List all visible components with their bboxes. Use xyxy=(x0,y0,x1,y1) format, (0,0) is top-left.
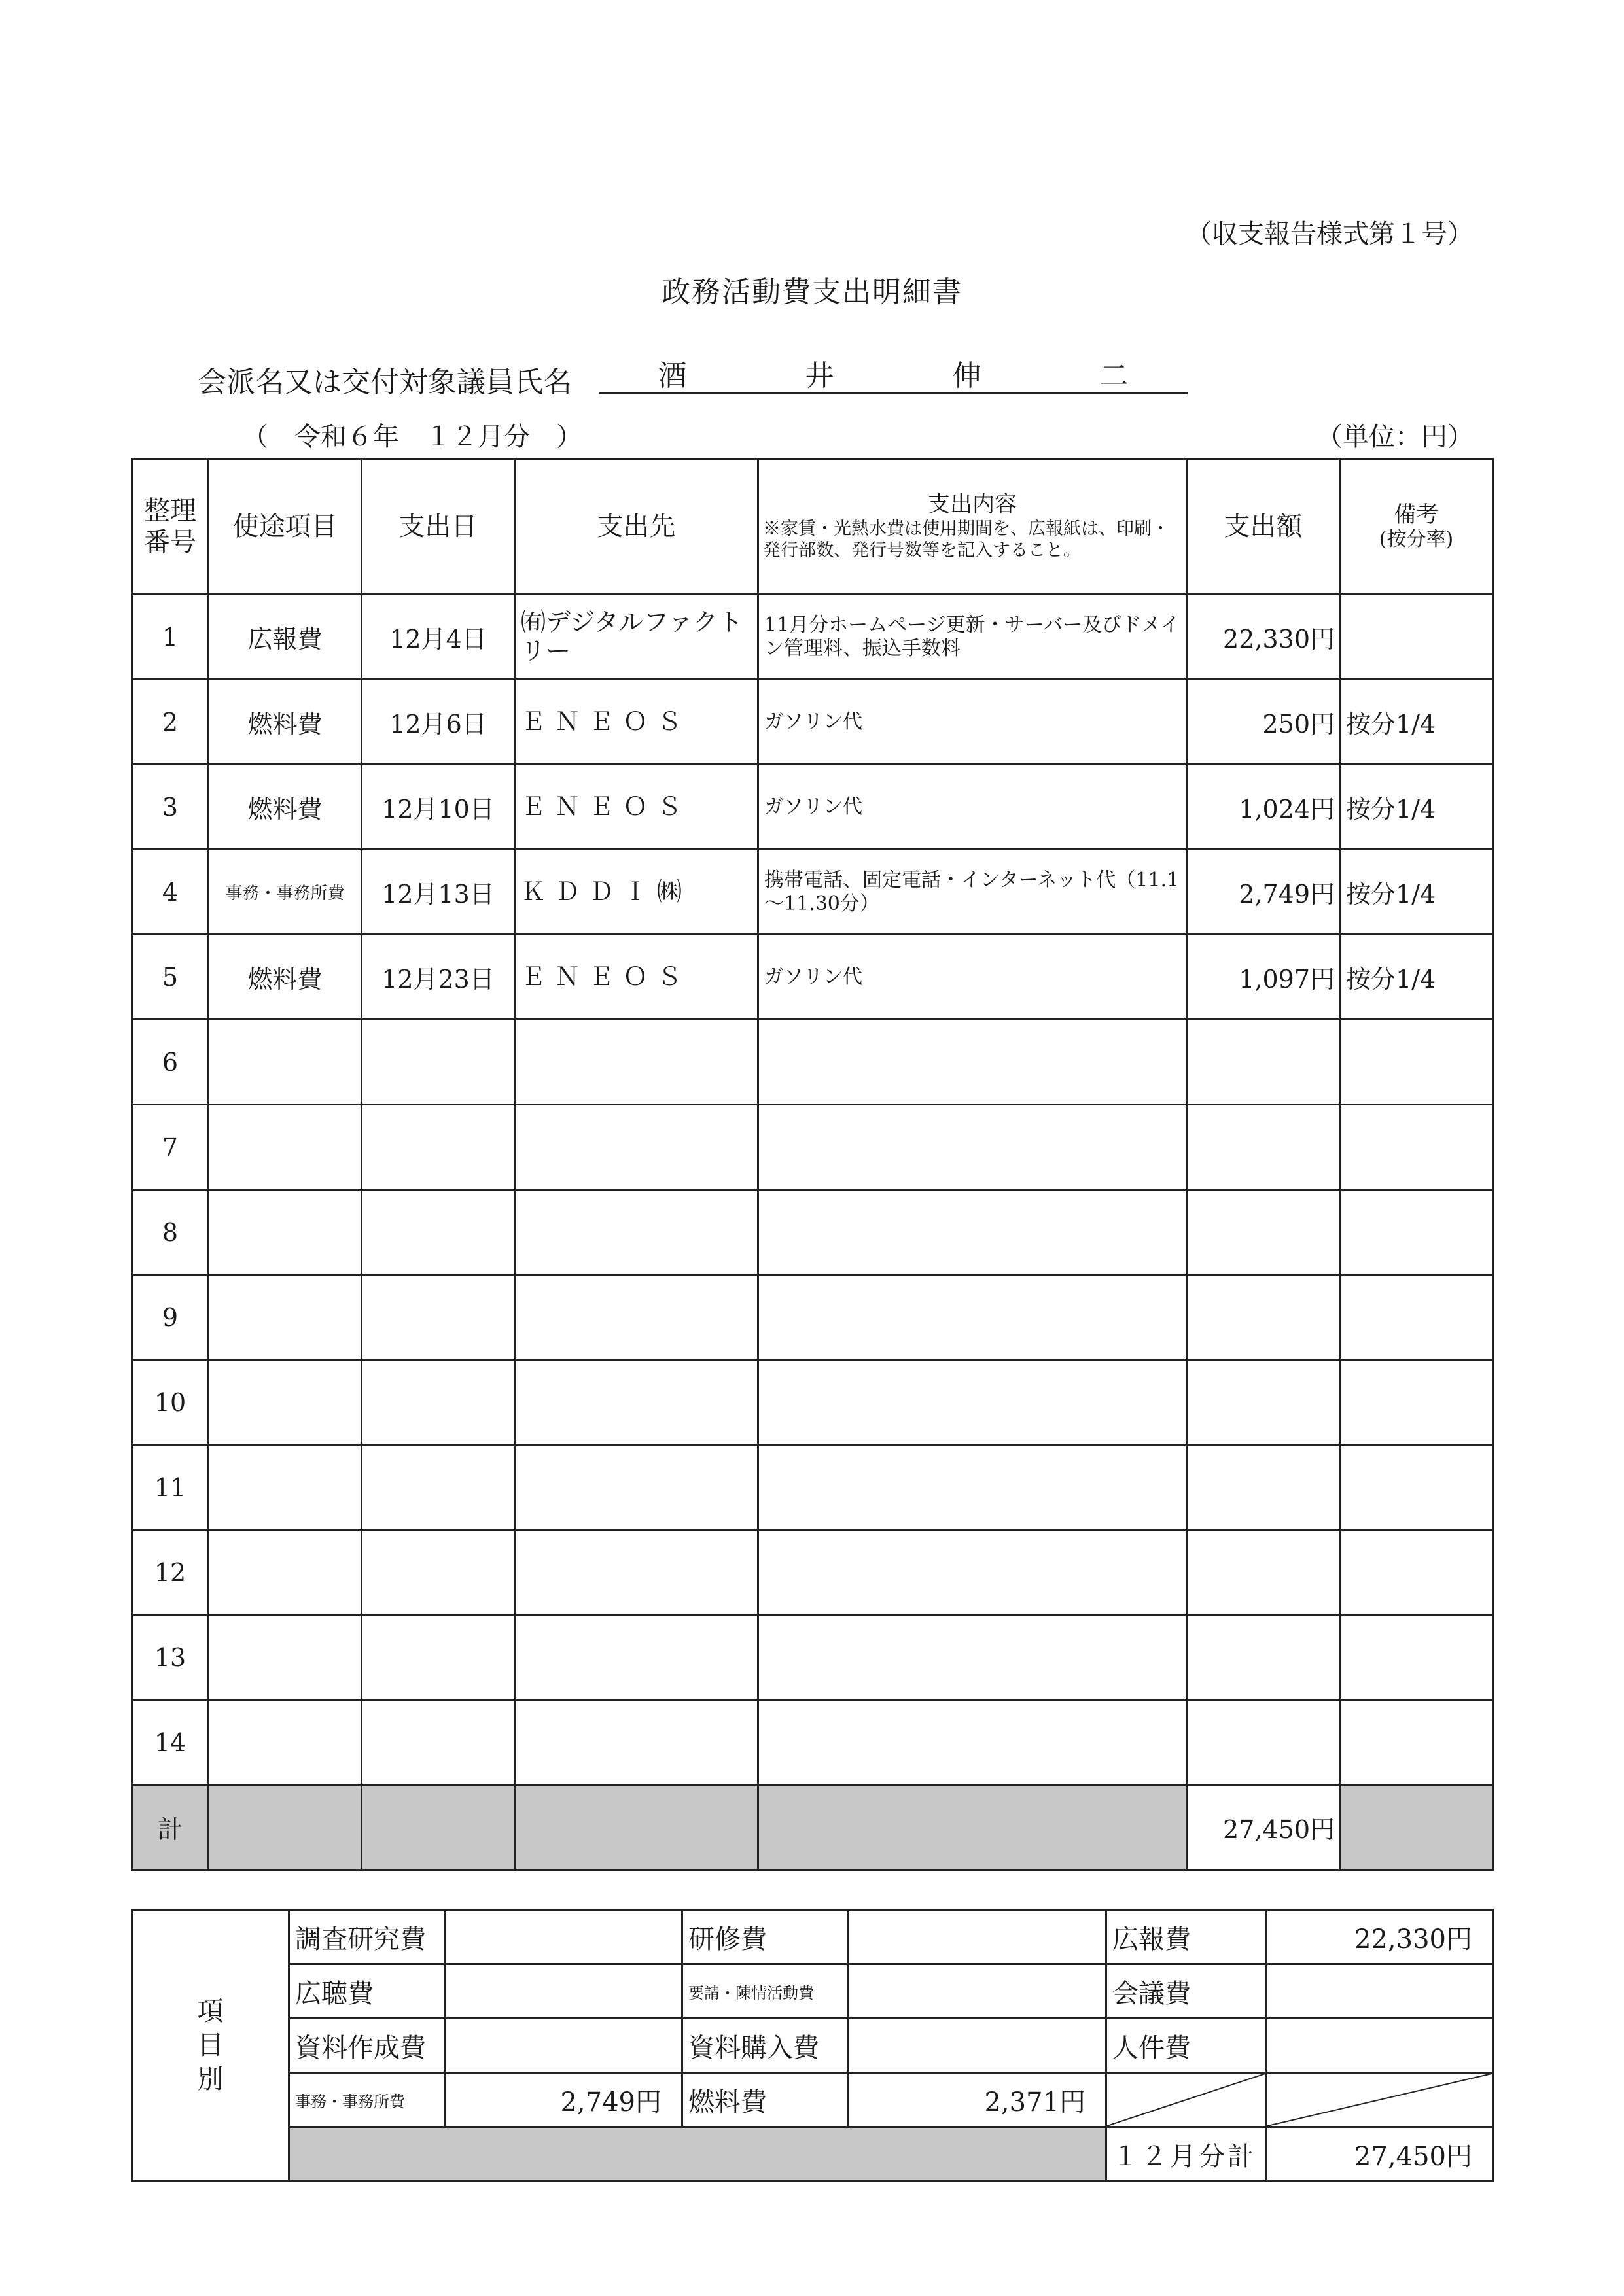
row-number: 14 xyxy=(132,1700,209,1785)
header-content-note: ※家賃・光熱水費は使用期間を、広報紙は、印刷・発行部数、発行号数等を記入すること。 xyxy=(763,518,1169,561)
summary-label: 広聴費 xyxy=(289,1964,445,2019)
total-amount: 27,450円 xyxy=(1187,1785,1340,1870)
row-date xyxy=(362,1615,515,1700)
row-amount xyxy=(1187,1360,1340,1445)
summary-value xyxy=(445,1964,682,2019)
row-amount: 2,749円 xyxy=(1187,850,1340,935)
name-char: 酒 xyxy=(658,359,687,392)
total-label: 計 xyxy=(132,1785,209,1870)
row-note xyxy=(1340,1360,1493,1445)
row-use xyxy=(209,1190,362,1275)
header-use: 使途項目 xyxy=(209,459,362,595)
row-content xyxy=(758,1020,1187,1105)
row-use: 燃料費 xyxy=(209,765,362,850)
row-date xyxy=(362,1190,515,1275)
axis-char: 別 xyxy=(197,2064,224,2095)
summary-label: 研修費 xyxy=(682,1910,848,1964)
row-amount: 1,097円 xyxy=(1187,935,1340,1020)
row-note: 按分1/4 xyxy=(1340,850,1493,935)
header-number-line2: 番号 xyxy=(144,527,196,557)
row-use xyxy=(209,1020,362,1105)
row-amount xyxy=(1187,1445,1340,1530)
row-payee xyxy=(515,1530,758,1615)
table-row xyxy=(132,935,1493,1020)
row-payee xyxy=(515,1360,758,1445)
summary-label: 人件費 xyxy=(1106,2019,1267,2073)
row-date xyxy=(362,1445,515,1530)
row-number: 12 xyxy=(132,1530,209,1615)
header-note xyxy=(1340,459,1493,595)
table-row xyxy=(132,1190,1493,1275)
row-number: 9 xyxy=(132,1275,209,1360)
summary-label: 会議費 xyxy=(1106,1964,1267,2019)
row-use xyxy=(209,1360,362,1445)
row-date xyxy=(362,1700,515,1785)
row-payee: ＫＤＤＩ㈱ xyxy=(515,850,758,935)
row-date: 12月13日 xyxy=(362,850,515,935)
form-number: （収支報告様式第１号） xyxy=(1186,219,1474,249)
summary-label: 資料購入費 xyxy=(682,2019,848,2073)
row-amount xyxy=(1187,1700,1340,1785)
total-blank xyxy=(1340,1785,1493,1870)
table-header-row xyxy=(132,459,1493,595)
row-use: 燃料費 xyxy=(209,935,362,1020)
row-date: 12月6日 xyxy=(362,680,515,765)
expense-detail-table xyxy=(131,458,1494,1871)
row-amount: 1,024円 xyxy=(1187,765,1340,850)
summary-value xyxy=(1267,2019,1493,2073)
month-total-label: １２月分計 xyxy=(1106,2127,1267,2182)
table-row xyxy=(132,1105,1493,1190)
row-number: 13 xyxy=(132,1615,209,1700)
row-number: 1 xyxy=(132,595,209,680)
row-payee: ＥＮＥＯＳ xyxy=(515,765,758,850)
summary-label: 要請・陳情活動費 xyxy=(682,1964,848,2019)
row-payee xyxy=(515,1275,758,1360)
axis-char: 目 xyxy=(197,2030,224,2061)
table-row xyxy=(132,1615,1493,1700)
row-note xyxy=(1340,1020,1493,1105)
row-use xyxy=(209,1445,362,1530)
row-note xyxy=(1340,1275,1493,1360)
summary-value: 2,749円 xyxy=(445,2073,682,2127)
row-content: ガソリン代 xyxy=(758,680,1187,765)
row-number: 6 xyxy=(132,1020,209,1105)
summary-value xyxy=(445,2019,682,2073)
member-name-field xyxy=(599,353,1188,394)
row-note xyxy=(1340,1700,1493,1785)
by-category-label xyxy=(132,1910,289,2182)
row-note: 按分1/4 xyxy=(1340,680,1493,765)
row-number: 11 xyxy=(132,1445,209,1530)
row-date xyxy=(362,1530,515,1615)
row-use xyxy=(209,1530,362,1615)
row-payee xyxy=(515,1190,758,1275)
unit-label: （単位：円） xyxy=(1316,422,1474,452)
header-number-line1: 整理 xyxy=(144,496,196,526)
table-row xyxy=(132,765,1493,850)
total-blank xyxy=(362,1785,515,1870)
row-content xyxy=(758,1275,1187,1360)
row-amount xyxy=(1187,1105,1340,1190)
summary-row xyxy=(132,1910,1493,1964)
category-summary-table xyxy=(131,1909,1494,2182)
row-content xyxy=(758,1615,1187,1700)
summary-row xyxy=(132,2073,1493,2127)
row-payee xyxy=(515,1105,758,1190)
row-use: 燃料費 xyxy=(209,680,362,765)
header-note-sub: (按分率) xyxy=(1379,528,1454,551)
summary-label: 広報費 xyxy=(1106,1910,1267,1964)
summary-value xyxy=(848,1964,1106,2019)
table-row xyxy=(132,1445,1493,1530)
header-content xyxy=(758,459,1187,595)
header-date: 支出日 xyxy=(362,459,515,595)
row-number: 3 xyxy=(132,765,209,850)
row-note: 按分1/4 xyxy=(1340,935,1493,1020)
crossed-out-cell xyxy=(1106,2073,1267,2127)
diagonal-line xyxy=(1107,2074,1265,2126)
row-date xyxy=(362,1360,515,1445)
row-date: 12月4日 xyxy=(362,595,515,680)
row-content: 11月分ホームページ更新・サーバー及びドメイン管理料、振込手数料 xyxy=(758,595,1187,680)
row-use xyxy=(209,1105,362,1190)
header-note-label: 備考 xyxy=(1394,501,1439,528)
row-payee xyxy=(515,1445,758,1530)
row-payee xyxy=(515,1700,758,1785)
total-blank xyxy=(758,1785,1187,1870)
row-use xyxy=(209,1615,362,1700)
table-row xyxy=(132,680,1493,765)
summary-label: 資料作成費 xyxy=(289,2019,445,2073)
summary-value xyxy=(848,1910,1106,1964)
summary-value xyxy=(848,2019,1106,2073)
row-amount xyxy=(1187,1190,1340,1275)
row-note xyxy=(1340,1615,1493,1700)
table-row xyxy=(132,1275,1493,1360)
name-char: 伸 xyxy=(952,359,981,392)
row-number: 4 xyxy=(132,850,209,935)
crossed-out-cell xyxy=(1267,2073,1493,2127)
row-use xyxy=(209,1275,362,1360)
row-use: 広報費 xyxy=(209,595,362,680)
total-blank xyxy=(515,1785,758,1870)
row-amount xyxy=(1187,1530,1340,1615)
row-date xyxy=(362,1105,515,1190)
row-note xyxy=(1340,1105,1493,1190)
table-row xyxy=(132,1020,1493,1105)
row-content xyxy=(758,1105,1187,1190)
summary-value xyxy=(445,1910,682,1964)
month-total-value: 27,450円 xyxy=(1267,2127,1493,2182)
table-row xyxy=(132,595,1493,680)
row-content: ガソリン代 xyxy=(758,935,1187,1020)
axis-char: 項 xyxy=(197,1996,224,2026)
name-label: 会派名又は交付対象議員氏名 xyxy=(198,366,572,399)
row-content: 携帯電話、固定電話・インターネット代（11.1～11.30分） xyxy=(758,850,1187,935)
row-amount xyxy=(1187,1020,1340,1105)
row-content xyxy=(758,1360,1187,1445)
row-date xyxy=(362,1020,515,1105)
summary-label: 燃料費 xyxy=(682,2073,848,2127)
row-note xyxy=(1340,1190,1493,1275)
row-payee xyxy=(515,1615,758,1700)
row-content xyxy=(758,1190,1187,1275)
row-amount: 250円 xyxy=(1187,680,1340,765)
summary-value xyxy=(1267,1964,1493,2019)
row-amount xyxy=(1187,1615,1340,1700)
name-char: 井 xyxy=(805,359,834,392)
row-payee: ＥＮＥＯＳ xyxy=(515,680,758,765)
document-title: 政務活動費支出明細書 xyxy=(662,275,962,309)
total-blank xyxy=(209,1785,362,1870)
row-number: 10 xyxy=(132,1360,209,1445)
summary-row xyxy=(132,1964,1493,2019)
row-number: 2 xyxy=(132,680,209,765)
summary-label: 事務・事務所費 xyxy=(289,2073,445,2127)
row-date: 12月23日 xyxy=(362,935,515,1020)
row-number: 5 xyxy=(132,935,209,1020)
table-row xyxy=(132,1530,1493,1615)
row-payee xyxy=(515,1020,758,1105)
row-note xyxy=(1340,1530,1493,1615)
row-payee: ㈲デジタルファクトリー xyxy=(515,595,758,680)
diagonal-line xyxy=(1267,2074,1492,2126)
summary-total-row xyxy=(132,2127,1493,2182)
header-amount: 支出額 xyxy=(1187,459,1340,595)
total-row xyxy=(132,1785,1493,1870)
row-date xyxy=(362,1275,515,1360)
row-use xyxy=(209,1700,362,1785)
row-use: 事務・事務所費 xyxy=(209,850,362,935)
row-content: ガソリン代 xyxy=(758,765,1187,850)
row-number: 7 xyxy=(132,1105,209,1190)
summary-row xyxy=(132,2019,1493,2073)
row-amount: 22,330円 xyxy=(1187,595,1340,680)
table-row xyxy=(132,1360,1493,1445)
table-row xyxy=(132,1700,1493,1785)
summary-label: 調査研究費 xyxy=(289,1910,445,1964)
header-content-label: 支出内容 xyxy=(928,491,1017,517)
row-date: 12月10日 xyxy=(362,765,515,850)
period-label: （ 令和６年 １２月分 ） xyxy=(242,422,582,452)
name-char: 二 xyxy=(1099,359,1129,392)
summary-value: 2,371円 xyxy=(848,2073,1106,2127)
header-payee: 支出先 xyxy=(515,459,758,595)
row-amount xyxy=(1187,1275,1340,1360)
row-note xyxy=(1340,1445,1493,1530)
summary-value: 22,330円 xyxy=(1267,1910,1493,1964)
summary-shaded-blank xyxy=(289,2127,1106,2182)
row-content xyxy=(758,1530,1187,1615)
row-number: 8 xyxy=(132,1190,209,1275)
row-note xyxy=(1340,595,1493,680)
row-note: 按分1/4 xyxy=(1340,765,1493,850)
table-row xyxy=(132,850,1493,935)
row-content xyxy=(758,1445,1187,1530)
row-payee: ＥＮＥＯＳ xyxy=(515,935,758,1020)
header-number xyxy=(132,459,209,595)
row-content xyxy=(758,1700,1187,1785)
